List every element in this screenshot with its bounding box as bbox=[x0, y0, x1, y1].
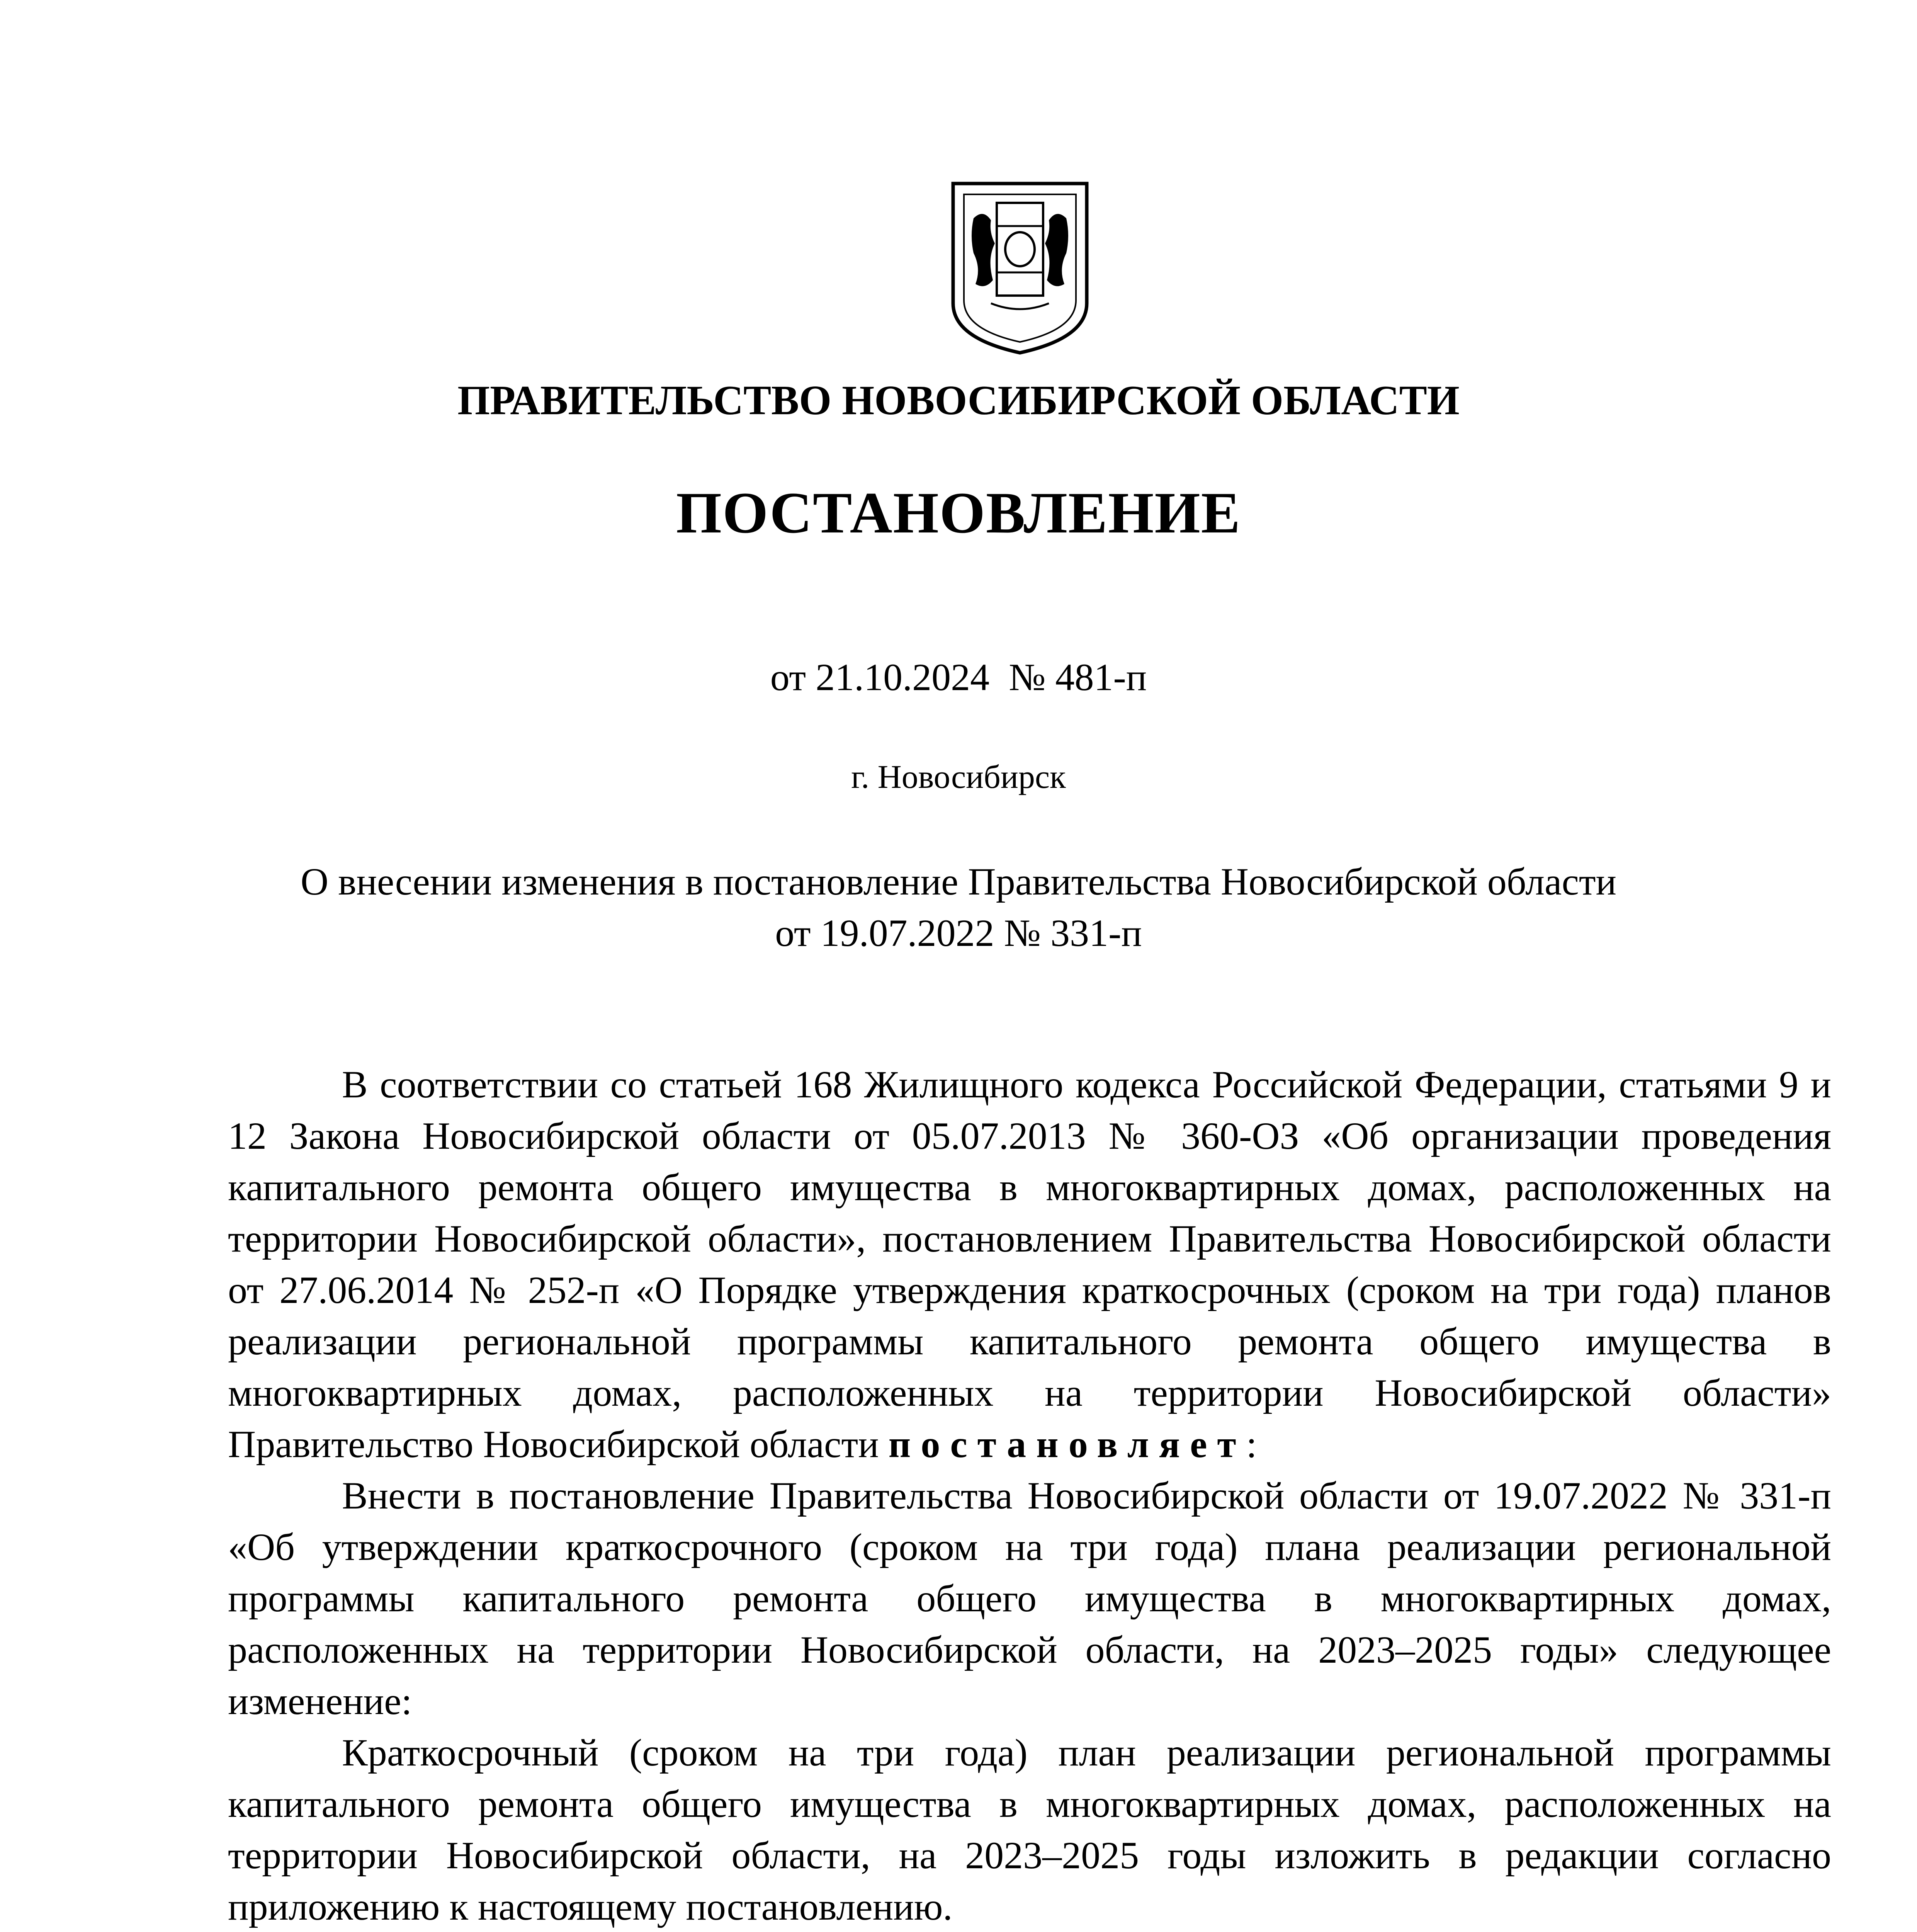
subject-line-1: О внесении изменения в постановление Правительства Новосибирской области bbox=[300, 860, 1617, 903]
document-date: от 21.10.2024 bbox=[770, 656, 990, 699]
document-subject bbox=[0, 856, 1917, 959]
subject-line-2: от 19.07.2022 № 331-п bbox=[775, 912, 1142, 954]
body-paragraph-3: Краткосрочный (сроком на три года) план реализации региональной программы капитального ремонта общего имущества в многоквартирных домах, расположенных на территории Новосибирской области, на 2023–2025 годы изложить в редакции согласно приложению к настоящему постановлению. bbox=[228, 1731, 1831, 1928]
document-number: № 481-п bbox=[1009, 656, 1147, 699]
date-number-line bbox=[0, 655, 1917, 699]
body-paragraph-2: Внести в постановление Правительства Новосибирской области от 19.07.2022 № 331-п «Об утверждении краткосрочного (сроком на три года) плана реализации региональной программы капитального ремонта общего имущества в многоквартирных домах, расположенных на территории Новосибирской области, на 2023–2025 годы» следующее изменение: bbox=[228, 1474, 1831, 1723]
organization-title: ПРАВИТЕЛЬСТВО НОВОСИБИРСКОЙ ОБЛАСТИ bbox=[457, 378, 1460, 423]
document-type-title: ПОСТАНОВЛЕНИЕ bbox=[676, 480, 1241, 545]
city: г. Новосибирск bbox=[851, 758, 1066, 795]
body-paragraph-1 bbox=[228, 1059, 1831, 1470]
paragraph-1-text: В соответствии со статьей 168 Жилищного кодекса Российской Федерации, статьями 9 и 12 Закона Новосибирской области от 05.07.2013 № 360-ОЗ «Об организации проведения капитального ремонта общего имущества в многоквартирных домах, расположенных на территории Новосибирской области», постановлением Правительства Новосибирской области от 27.06.2014 № 252-п «О Порядке утверждения краткосрочных (сроком на три года) планов реализации региональной программы капитального ремонта общего имущества в многоквартирных домах, расположенных на территории Новосибирской области» Правительство Новосибирской области bbox=[228, 1063, 1831, 1466]
decree-verb: постановляет bbox=[888, 1423, 1246, 1466]
coat-of-arms-icon bbox=[948, 176, 1091, 357]
document-body bbox=[228, 1059, 1831, 1932]
paragraph-1-end: : bbox=[1246, 1423, 1257, 1466]
